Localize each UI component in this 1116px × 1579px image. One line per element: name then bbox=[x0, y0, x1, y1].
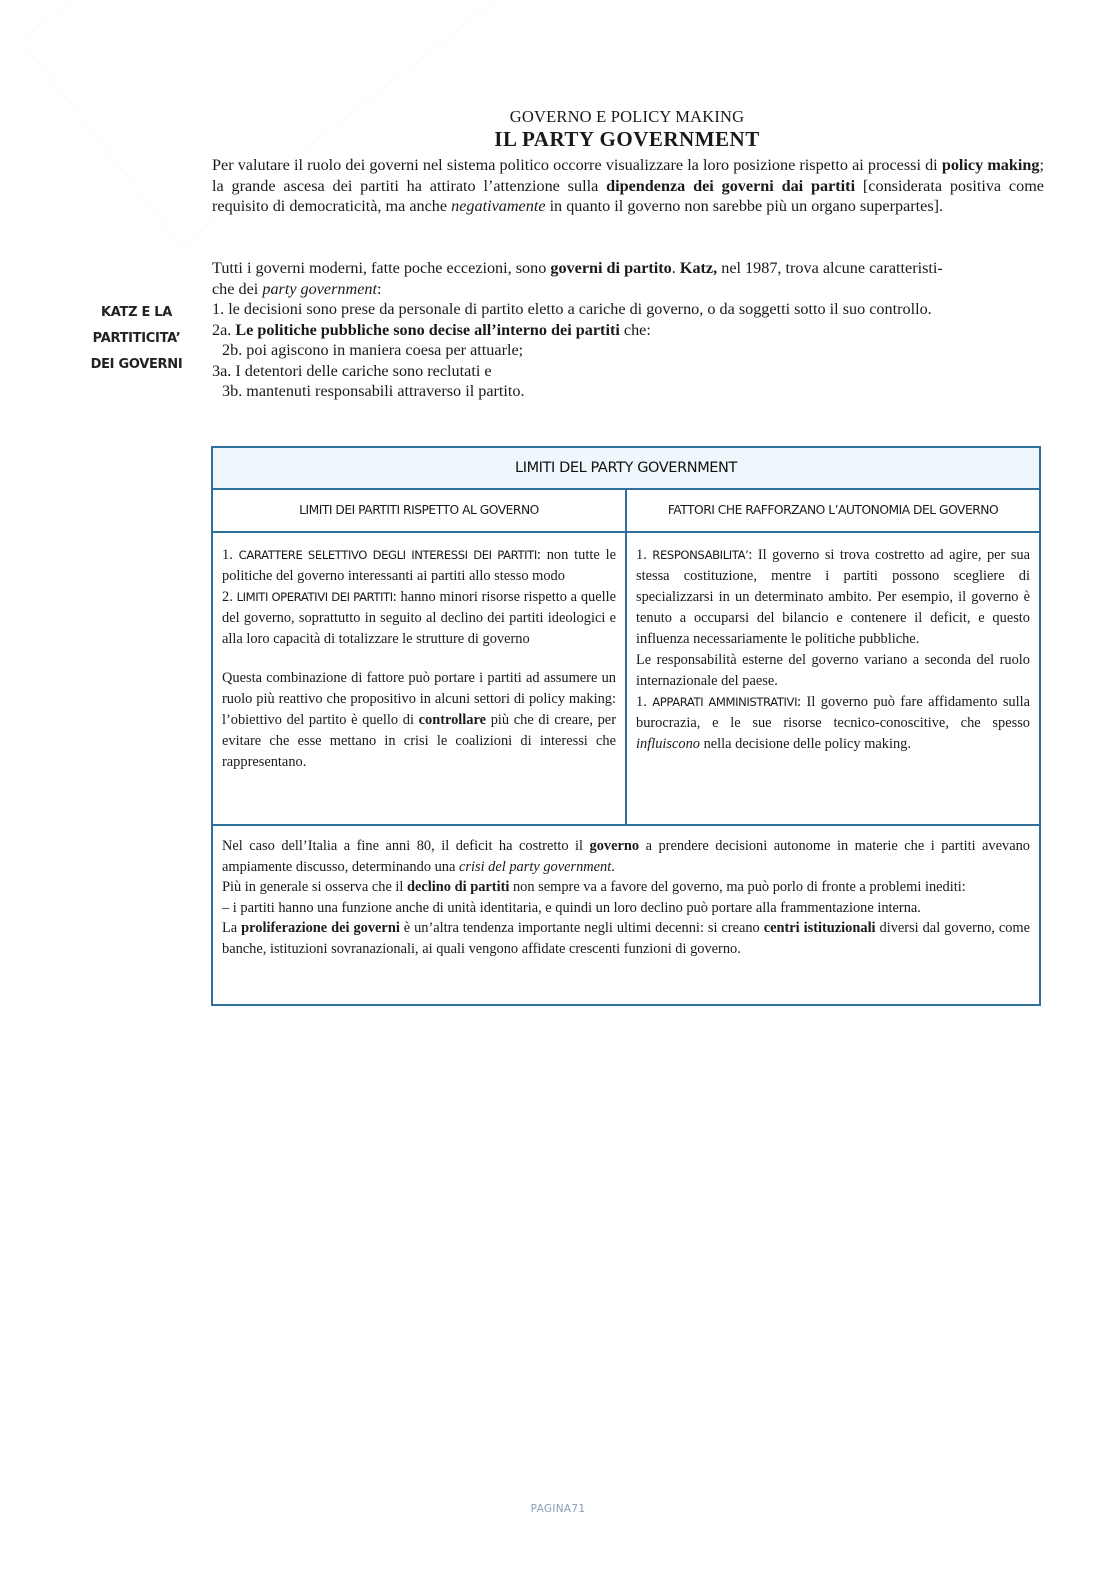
intro-paragraph: Per valutare il ruolo dei governi nel sistema politico occorre visualizzare la loro posizione rispetto ai processi di policy making; la grande ascesa dei partiti ha attirato l’attenzione sulla dipendenza dei governi dai partiti [considerata positiva come requisito di democraticità, ma anche negativamente in quanto il governo non sarebbe più un organo superpartes]. bbox=[212, 156, 1044, 215]
table-title: LIMITI DEL PARTY GOVERNMENT bbox=[213, 448, 1039, 490]
list-item: 3a. I detentori delle cariche sono reclutati e bbox=[212, 361, 492, 380]
right-column-header: FATTORI CHE RAFFORZANO L’AUTONOMIA DEL GOVERNO bbox=[667, 503, 999, 517]
table-header-row bbox=[213, 490, 1039, 533]
right-column-cell: 1. RESPONSABILITA’: Il governo si trova costretto ad agire, per sua stessa costituzione, mentre i partiti possono scegliere di specializzarsi in un determinato ambito. Per esempio, il governo è tenuto a occuparsi del bilancio e contenere il deficit, e questo influenza necessariamente le politiche pubbliche. Le responsabilità esterne del governo variano a seconda del ruolo internazionale del paese. 1. APPARATI AMMINISTRATIVI: Il governo può fare affidamento sulla burocrazia, e le sue risorse tecnico-conoscitive, che spesso influiscono nella decisione delle policy making. bbox=[636, 547, 1031, 752]
left-column-cell: 1. CARATTERE SELETTIVO DEGLI INTERESSI DEI PARTITI: non tutte le politiche del governo interessanti ai partiti allo stesso modo 2. LIMITI OPERATIVI DEI PARTITI: hanno minori risorse rispetto a quelle del governo, soprattutto in seguito al declino dei partiti ideologici e alla loro capacità di totalizzare le strutture di governo Questa combinazione di fattore può portare i partiti ad assumere un ruolo più reattivo che propositivo in alcuni settori di policy making: l’obiettivo del partito è quello di controllare più che di creare, per evitare che esse mettano in crisi le coalizioni di interessi che rappresentano. bbox=[213, 533, 627, 824]
table-footer-cell: Nel caso dell’Italia a fine anni 80, il deficit ha costretto il governo a prendere decisioni autonome in materie che i partiti avevano ampiamente discusso, determinando una crisi del party government. Più in generale si osserva che il declino di partiti non sempre va a favore del governo, ma può porlo di fronte a problemi inediti: – i partiti hanno una funzione anche di unità identitaria, e quindi un loro declino può portare alla frammentazione interna. La proliferazione dei governi è un’altra tendenza importante negli ultimi decenni: si creano centri istituzionali diversi dal governo, come banche, istituzioni sovranazionali, ai quali vengono affidate crescenti funzioni di governo. bbox=[222, 838, 1030, 957]
list-item: 2b. poi agiscono in maniera coesa per attuarle; bbox=[222, 341, 524, 359]
list-item: 1. le decisioni sono prese da personale di partito eletto a cariche di governo, o da soggetti sotto il suo controllo. bbox=[212, 300, 932, 318]
section-kicker: GOVERNO E POLICY MAKING bbox=[509, 107, 745, 126]
limits-table bbox=[211, 446, 1041, 1006]
page-number: PAGINA71 bbox=[530, 1503, 586, 1515]
page-title: IL PARTY GOVERNMENT bbox=[494, 127, 760, 151]
table-body-row bbox=[213, 533, 1039, 826]
margin-note: KATZ E LA PARTITICITA’ DEI GOVERNI bbox=[90, 305, 183, 372]
list-item: 2a. Le politiche pubbliche sono decise all’interno dei partiti che: bbox=[212, 320, 651, 339]
left-column-header: LIMITI DEI PARTITI RISPETTO AL GOVERNO bbox=[213, 490, 627, 531]
list-item: 3b. mantenuti responsabili attraverso il partito. bbox=[222, 382, 525, 400]
katz-paragraph: Tutti i governi moderni, fatte poche eccezioni, sono governi di partito. Katz, nel 1987, trova alcune caratteristi- che dei party government: 1. le decisioni sono prese da personale di partito eletto a cariche di governo, o da soggetti sotto il suo controllo. 2a. Le politiche pubbliche sono decise all’interno dei partiti che: 2b. poi agiscono in maniera coesa per attuarle; 3a. I detentori delle cariche sono reclutati e 3b. mantenuti responsabili attraverso il partito. bbox=[212, 258, 1044, 402]
